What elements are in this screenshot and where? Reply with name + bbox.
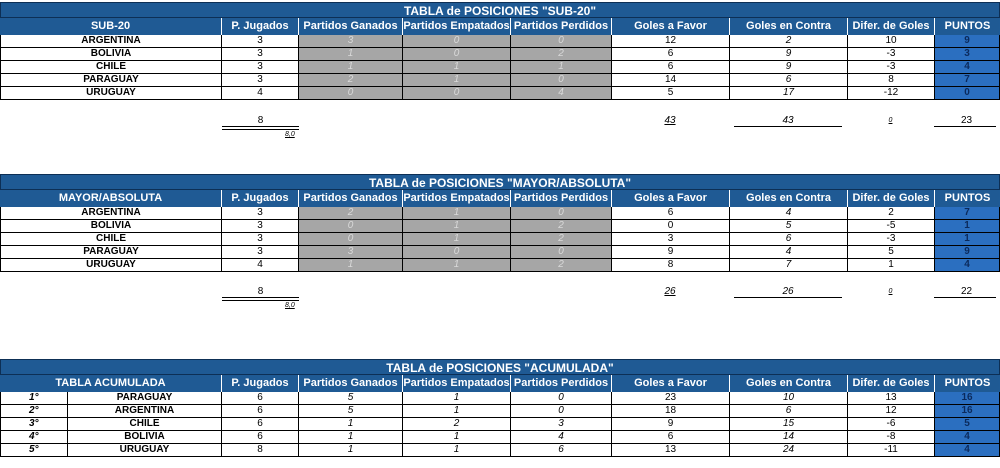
mayor-header-team: MAYOR/ABSOLUTA — [0, 190, 222, 207]
dg-cell: 10 — [848, 35, 935, 48]
table-row — [0, 87, 1000, 100]
dg-cell: 12 — [848, 405, 935, 418]
pe-cell: 0 — [403, 35, 511, 48]
pp-cell: 4 — [511, 87, 612, 100]
team-cell: URUGUAY — [0, 87, 222, 100]
sub20-total-pts: 23 — [960, 115, 973, 126]
dg-cell: 8 — [848, 74, 935, 87]
gf-cell: 9 — [612, 418, 730, 431]
gf-cell: 18 — [612, 405, 730, 418]
acumulada-header-row — [0, 375, 1000, 392]
table-row — [0, 35, 1000, 48]
pg-cell: 2 — [299, 74, 403, 87]
pp-cell: 0 — [511, 74, 612, 87]
sub20-total-gc-line — [734, 126, 842, 127]
pe-cell: 1 — [403, 61, 511, 74]
gc-cell: 5 — [730, 220, 848, 233]
header-gf: Goles a Favor — [612, 18, 730, 35]
mayor-table — [0, 174, 1000, 272]
pj-cell: 3 — [222, 220, 299, 233]
header-gc: Goles en Contra — [730, 375, 848, 392]
acumulada-rows — [0, 392, 1000, 457]
pe-cell: 1 — [403, 392, 511, 405]
gf-cell: 14 — [612, 74, 730, 87]
header-pts: PUNTOS — [935, 190, 1000, 207]
team-cell: PARAGUAY — [0, 74, 222, 87]
sub20-total-pj: 8 — [257, 115, 264, 126]
dg-cell: -3 — [848, 61, 935, 74]
pp-cell: 2 — [511, 233, 612, 246]
sub20-total-dg: 0 — [888, 117, 893, 124]
pj-cell: 6 — [222, 418, 299, 431]
rank-cell: 2° — [0, 405, 68, 418]
gc-cell: 6 — [730, 74, 848, 87]
header-pg: Partidos Ganados — [299, 18, 403, 35]
rank-cell: 3° — [0, 418, 68, 431]
table-row — [0, 220, 1000, 233]
sub20-title: TABLA de POSICIONES "SUB-20" — [0, 2, 1000, 18]
dg-cell: -3 — [848, 48, 935, 61]
pg-cell: 1 — [299, 431, 403, 444]
header-pp: Partidos Perdidos — [511, 375, 612, 392]
pp-cell: 0 — [511, 392, 612, 405]
header-pj: P. Jugados — [222, 375, 299, 392]
pp-cell: 0 — [511, 246, 612, 259]
pp-cell: 2 — [511, 48, 612, 61]
pp-cell: 3 — [511, 418, 612, 431]
gc-cell: 4 — [730, 207, 848, 220]
gc-cell: 2 — [730, 35, 848, 48]
gf-cell: 6 — [612, 431, 730, 444]
team-cell: CHILE — [0, 233, 222, 246]
gf-cell: 9 — [612, 246, 730, 259]
mayor-total-gf: 26 — [664, 286, 676, 297]
acumulada-title: TABLA de POSICIONES "ACUMULADA" — [0, 359, 1000, 375]
gc-cell: 17 — [730, 87, 848, 100]
team-cell: CHILE — [0, 61, 222, 74]
dg-cell: 5 — [848, 246, 935, 259]
header-dg: Difer. de Goles — [848, 190, 935, 207]
dg-cell: -3 — [848, 233, 935, 246]
pj-cell: 3 — [222, 61, 299, 74]
header-pg: Partidos Ganados — [299, 375, 403, 392]
table-row — [0, 48, 1000, 61]
pg-cell: 2 — [299, 207, 403, 220]
pts-cell: 4 — [935, 431, 1000, 444]
pts-cell: 7 — [935, 207, 1000, 220]
gc-cell: 15 — [730, 418, 848, 431]
pj-cell: 6 — [222, 392, 299, 405]
header-gc: Goles en Contra — [730, 18, 848, 35]
rank-cell: 5° — [0, 444, 68, 457]
sub20-header-team: SUB-20 — [0, 18, 222, 35]
pts-cell: 3 — [935, 48, 1000, 61]
pj-cell: 4 — [222, 87, 299, 100]
pts-cell: 7 — [935, 74, 1000, 87]
header-gf: Goles a Favor — [612, 375, 730, 392]
pj-cell: 3 — [222, 246, 299, 259]
rank-cell: 1° — [0, 392, 68, 405]
mayor-title: TABLA de POSICIONES "MAYOR/ABSOLUTA" — [0, 174, 1000, 190]
dg-cell: 2 — [848, 207, 935, 220]
pe-cell: 1 — [403, 207, 511, 220]
mayor-total-gc: 26 — [782, 286, 794, 297]
table-row — [0, 233, 1000, 246]
team-cell: BOLIVIA — [0, 48, 222, 61]
table-row — [0, 392, 1000, 405]
table-row — [0, 418, 1000, 431]
header-pe: Partidos Empatados — [403, 190, 511, 207]
header-pp: Partidos Perdidos — [511, 190, 612, 207]
table-row — [0, 444, 1000, 457]
table-row — [0, 246, 1000, 259]
mayor-total-pj: 8 — [257, 286, 264, 297]
header-pe: Partidos Empatados — [403, 375, 511, 392]
gf-cell: 6 — [612, 207, 730, 220]
pe-cell: 1 — [403, 431, 511, 444]
pg-cell: 3 — [299, 35, 403, 48]
team-cell: URUGUAY — [68, 444, 222, 457]
gf-cell: 12 — [612, 35, 730, 48]
pg-cell: 5 — [299, 392, 403, 405]
mayor-rows — [0, 207, 1000, 272]
pts-cell: 1 — [935, 220, 1000, 233]
pe-cell: 0 — [403, 48, 511, 61]
pp-cell: 1 — [511, 61, 612, 74]
team-cell: URUGUAY — [0, 259, 222, 272]
team-cell: PARAGUAY — [68, 392, 222, 405]
acumulada-table — [0, 359, 1000, 457]
gc-cell: 9 — [730, 48, 848, 61]
pe-cell: 1 — [403, 233, 511, 246]
mayor-total-pj-sub: 8,0 — [285, 302, 295, 309]
table-row — [0, 207, 1000, 220]
gc-cell: 9 — [730, 61, 848, 74]
pts-cell: 5 — [935, 418, 1000, 431]
header-pg: Partidos Ganados — [299, 190, 403, 207]
pp-cell: 2 — [511, 259, 612, 272]
gc-cell: 4 — [730, 246, 848, 259]
dg-cell: 13 — [848, 392, 935, 405]
header-gc: Goles en Contra — [730, 190, 848, 207]
team-cell: ARGENTINA — [0, 207, 222, 220]
header-pp: Partidos Perdidos — [511, 18, 612, 35]
pp-cell: 0 — [511, 35, 612, 48]
dg-cell: -12 — [848, 87, 935, 100]
pe-cell: 0 — [403, 87, 511, 100]
header-pts: PUNTOS — [935, 375, 1000, 392]
pj-cell: 4 — [222, 259, 299, 272]
pe-cell: 1 — [403, 405, 511, 418]
header-dg: Difer. de Goles — [848, 18, 935, 35]
team-cell: BOLIVIA — [68, 431, 222, 444]
sub20-total-gc: 43 — [782, 115, 794, 126]
pts-cell: 0 — [935, 87, 1000, 100]
mayor-total-pj-underline — [222, 297, 299, 301]
pp-cell: 4 — [511, 431, 612, 444]
header-pj: P. Jugados — [222, 190, 299, 207]
gf-cell: 5 — [612, 87, 730, 100]
header-dg: Difer. de Goles — [848, 375, 935, 392]
team-cell: PARAGUAY — [0, 246, 222, 259]
sub20-total-pj-underline — [222, 126, 299, 130]
gf-cell: 23 — [612, 392, 730, 405]
pj-cell: 8 — [222, 444, 299, 457]
pts-cell: 16 — [935, 392, 1000, 405]
gc-cell: 7 — [730, 259, 848, 272]
pe-cell: 1 — [403, 220, 511, 233]
pg-cell: 1 — [299, 418, 403, 431]
team-cell: BOLIVIA — [0, 220, 222, 233]
rank-cell: 4° — [0, 431, 68, 444]
sub20-rows — [0, 35, 1000, 100]
dg-cell: -6 — [848, 418, 935, 431]
pg-cell: 1 — [299, 259, 403, 272]
sub20-total-pts-line — [934, 126, 996, 127]
pj-cell: 3 — [222, 48, 299, 61]
header-gf: Goles a Favor — [612, 190, 730, 207]
pg-cell: 0 — [299, 220, 403, 233]
pts-cell: 9 — [935, 35, 1000, 48]
team-cell: CHILE — [68, 418, 222, 431]
pe-cell: 2 — [403, 418, 511, 431]
pe-cell: 1 — [403, 259, 511, 272]
dg-cell: -11 — [848, 444, 935, 457]
mayor-total-dg: 0 — [888, 288, 893, 295]
gc-cell: 10 — [730, 392, 848, 405]
pts-cell: 1 — [935, 233, 1000, 246]
sub20-total-gf: 43 — [664, 115, 676, 126]
pp-cell: 0 — [511, 405, 612, 418]
mayor-total-pts: 22 — [960, 286, 973, 297]
pe-cell: 0 — [403, 246, 511, 259]
pts-cell: 9 — [935, 246, 1000, 259]
pg-cell: 5 — [299, 405, 403, 418]
team-cell: ARGENTINA — [68, 405, 222, 418]
pe-cell: 1 — [403, 444, 511, 457]
pts-cell: 4 — [935, 444, 1000, 457]
gc-cell: 6 — [730, 405, 848, 418]
sub20-table — [0, 2, 1000, 100]
gf-cell: 6 — [612, 48, 730, 61]
table-row — [0, 259, 1000, 272]
gc-cell: 6 — [730, 233, 848, 246]
table-row — [0, 61, 1000, 74]
mayor-total-pts-line — [934, 297, 996, 298]
pg-cell: 3 — [299, 246, 403, 259]
pts-cell: 4 — [935, 259, 1000, 272]
pts-cell: 16 — [935, 405, 1000, 418]
pg-cell: 0 — [299, 87, 403, 100]
table-row — [0, 431, 1000, 444]
pg-cell: 1 — [299, 444, 403, 457]
pg-cell: 0 — [299, 233, 403, 246]
pj-cell: 6 — [222, 405, 299, 418]
pp-cell: 0 — [511, 207, 612, 220]
gf-cell: 6 — [612, 61, 730, 74]
pj-cell: 6 — [222, 431, 299, 444]
gc-cell: 14 — [730, 431, 848, 444]
pg-cell: 1 — [299, 48, 403, 61]
team-cell: ARGENTINA — [0, 35, 222, 48]
pj-cell: 3 — [222, 207, 299, 220]
table-row — [0, 405, 1000, 418]
gc-cell: 24 — [730, 444, 848, 457]
dg-cell: 1 — [848, 259, 935, 272]
table-row — [0, 74, 1000, 87]
gf-cell: 8 — [612, 259, 730, 272]
header-pj: P. Jugados — [222, 18, 299, 35]
pp-cell: 6 — [511, 444, 612, 457]
gf-cell: 0 — [612, 220, 730, 233]
pts-cell: 4 — [935, 61, 1000, 74]
mayor-total-gc-line — [734, 297, 842, 298]
pg-cell: 1 — [299, 61, 403, 74]
sub20-total-pj-sub: 8,0 — [285, 131, 295, 138]
mayor-header-row — [0, 190, 1000, 207]
pe-cell: 1 — [403, 74, 511, 87]
gf-cell: 3 — [612, 233, 730, 246]
pp-cell: 2 — [511, 220, 612, 233]
acumulada-header-team: TABLA ACUMULADA — [0, 375, 222, 392]
dg-cell: -5 — [848, 220, 935, 233]
pj-cell: 3 — [222, 74, 299, 87]
header-pe: Partidos Empatados — [403, 18, 511, 35]
sub20-header-row — [0, 18, 1000, 35]
pj-cell: 3 — [222, 35, 299, 48]
dg-cell: -8 — [848, 431, 935, 444]
pj-cell: 3 — [222, 233, 299, 246]
gf-cell: 13 — [612, 444, 730, 457]
header-pts: PUNTOS — [935, 18, 1000, 35]
